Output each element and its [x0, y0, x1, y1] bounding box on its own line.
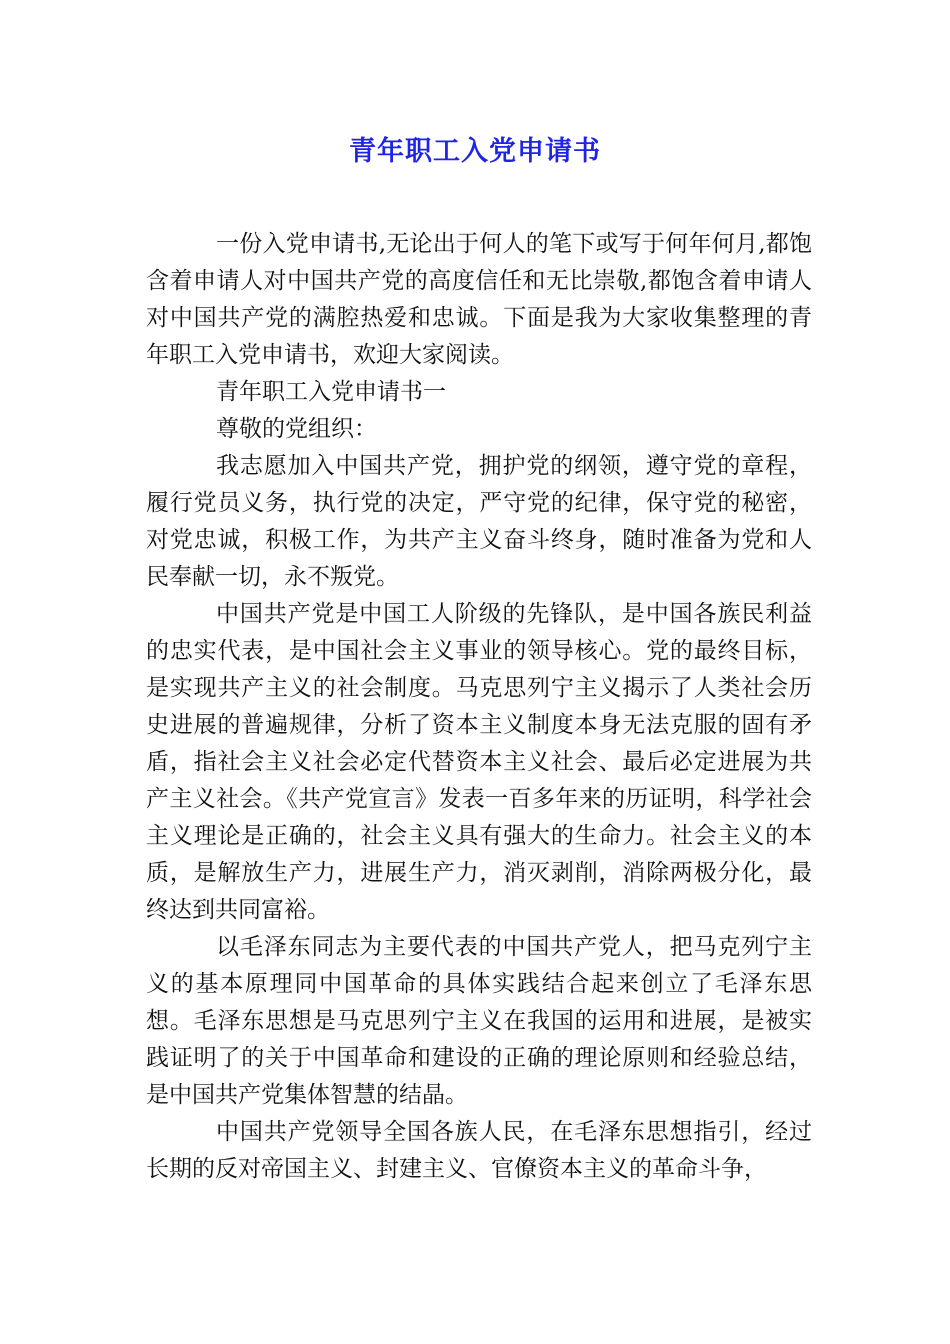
document-body — [146, 226, 812, 1188]
paragraph-leadership: 中国共产党领导全国各族人民，在毛泽东思想指引，经过长期的反对帝国主义、封建主义、官僚资本主义的革命斗争， — [146, 1119, 812, 1182]
paragraph-party-nature: 中国共产党是中国工人阶级的先锋队，是中国各族民利益的忠实代表，是中国社会主义事业的领导核心。党的最终目标，是实现共产主义的社会制度。马克思列宁主义揭示了人类社会历史进展的普遍规律，分析了资本主义制度本身无法克服的固有矛盾，指社会主义社会必定代替资本主义社会、最后必定进展为共产主义社会。《共产党宣言》发表一百多年来的历证明，科学社会主义理论是正确的，社会主义具有强大的生命力。社会主义的本质，是解放生产力，进展生产力，消灭剥削，消除两极分化，最终达到共同富裕。 — [146, 601, 812, 923]
paragraph-mao-thought: 以毛泽东同志为主要代表的中国共产党人，把马克列宁主义的基本原理同中国革命的具体实践结合起来创立了毛泽东思想。毛泽东思想是马克思列宁主义在我国的运用和进展，是被实践证明了的关于中国革命和建设的正确的理论原则和经验总结，是中国共产党集体智慧的结晶。 — [146, 934, 812, 1108]
paragraph-pledge: 我志愿加入中国共产党，拥护党的纲领，遵守党的章程，履行党员义务，执行党的决定，严守党的纪律，保守党的秘密，对党忠诚，积极工作，为共产主义奋斗终身，随时准备为党和人民奉献一切，永不叛党。 — [146, 453, 812, 590]
document-title: 青年职工入党申请书 — [349, 136, 601, 167]
paragraph-intro: 一份入党申请书,无论出于何人的笔下或写于何年何月,都饱含着申请人对中国共产党的高度信任和无比崇敬,都饱含着申请人对中国共产党的满腔热爱和忠诚。下面是我为大家收集整理的青年职工入党申请书，欢迎大家阅读。 — [146, 231, 812, 368]
paragraph-subtitle: 青年职工入党申请书一 — [216, 379, 446, 405]
paragraph-salutation: 尊敬的党组织： — [216, 416, 377, 442]
